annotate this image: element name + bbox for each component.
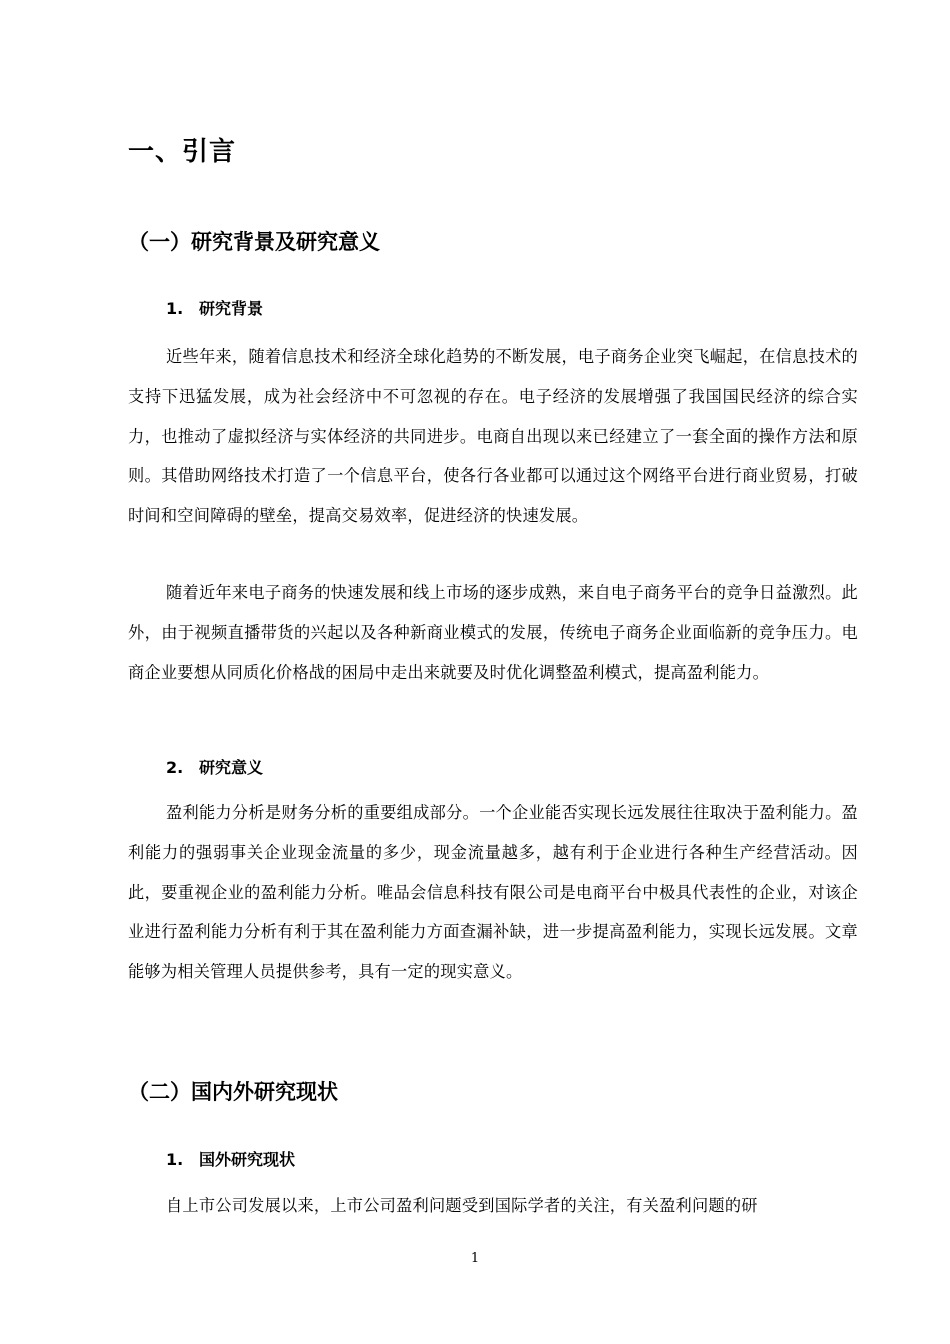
page-number: 1 [470, 1251, 480, 1266]
subsection-number: 1. [166, 299, 184, 318]
section-title-background-significance: （一）研究背景及研究意义 [128, 230, 380, 254]
paragraph-foreign-research-1: 自上市公司发展以来，上市公司盈利问题受到国际学者的关注，有关盈利问题的研 [166, 1196, 758, 1215]
subsection-heading-foreign-research [166, 1148, 295, 1172]
subsection-heading-research-background [166, 297, 263, 321]
subsection-heading-research-significance [166, 756, 263, 780]
subsection-title: 研究背景 [199, 299, 264, 318]
paragraph-background-2: 随着近年来电子商务的快速发展和线上市场的逐步成熟，来自电子商务平台的竞争日益激烈。此外，由于视频直播带货的兴起以及各种新商业模式的发展，传统电子商务企业面临新的竞争压力。电商企业要想从同质化价格战的困局中走出来就要及时优化调整盈利模式，提高盈利能力。 [128, 583, 858, 682]
subsection-number: 1. [166, 1150, 184, 1169]
subsection-number: 2. [166, 758, 184, 777]
subsection-title: 国外研究现状 [199, 1150, 296, 1169]
section-title-research-status: （二）国内外研究现状 [128, 1080, 338, 1104]
paragraph-significance-1: 盈利能力分析是财务分析的重要组成部分。一个企业能否实现长远发展往往取决于盈利能力。盈利能力的强弱事关企业现金流量的多少，现金流量越多，越有利于企业进行各种生产经营活动。因此，要重视企业的盈利能力分析。唯品会信息科技有限公司是电商平台中极具代表性的企业，对该企业进行盈利能力分析有利于其在盈利能力方面查漏补缺，进一步提高盈利能力，实现长远发展。文章能够为相关管理人员提供参考，具有一定的现实意义。 [128, 803, 858, 982]
subsection-title: 研究意义 [199, 758, 264, 777]
document-page [128, 0, 858, 1344]
paragraph-background-1: 近些年来，随着信息技术和经济全球化趋势的不断发展，电子商务企业突飞崛起，在信息技术的支持下迅猛发展，成为社会经济中不可忽视的存在。电子经济的发展增强了我国国民经济的综合实力，也推动了虚拟经济与实体经济的共同进步。电商自出现以来已经建立了一套全面的操作方法和原则。其借助网络技术打造了一个信息平台，使各行各业都可以通过这个网络平台进行商业贸易，打破时间和空间障碍的壁垒，提高交易效率，促进经济的快速发展。 [128, 347, 858, 526]
chapter-title: 一、引言 [128, 137, 237, 167]
